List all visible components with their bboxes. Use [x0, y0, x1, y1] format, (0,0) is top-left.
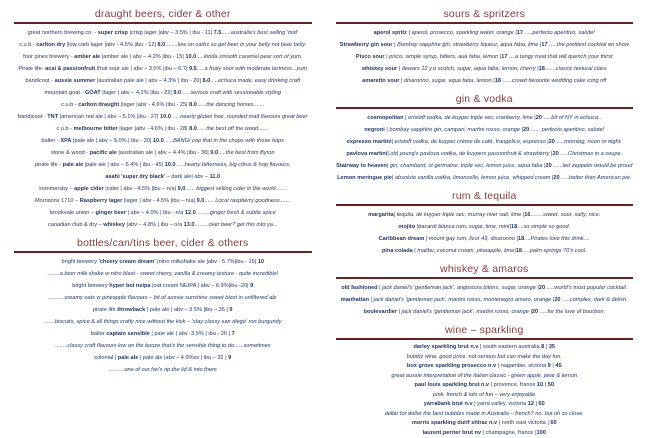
menu-line: yarrabank brut n.v | yarra valley, victoria 12 | 60 [334, 400, 636, 410]
menu-line: pavlova martini| old young's pavlova vodka, de kuypers passionfruit & strawberry |20 .....Christmas in a coupe. [334, 148, 636, 160]
section-title: sours & spritzers [334, 5, 636, 21]
menu-line: cosmopolitan | eristoff vodka, de kuyper triple sec, cranberry, lime |20 .....bit of NY in echuca.. [334, 112, 636, 124]
menu-section [334, 260, 636, 318]
menu-line: mojito |bacardi blanca rum, sugar, lime, mint|18....so simple so good. [334, 221, 636, 233]
menu-line: great northern brewing co. - super crisp |crisp lager |abv – 3.5% | ibu - 11| 7.5......australia's best selling 'mid' [12, 27, 314, 39]
menu-line: box grove sparkling prosecco n.v | nagambie, victoria 9 | 45 [334, 362, 636, 372]
menu-line: bubbly wine. good price. not serious but can make the day fun. [334, 353, 636, 363]
menu-line: balter captain sensible | pale ale | abv -3.5% | ibu - 20 | 7 [12, 328, 314, 340]
menu-line: Caribbean dream | mount gay rum, licor 43, disaronno |18....Pirates love this drink.... [334, 233, 636, 245]
section-title: whiskey & amaros [334, 260, 636, 276]
menu-line: bright brewery hyper boi neipa |oat cream NEIPA | abv – 6.9%|ibu -20| 9 [12, 280, 314, 292]
section-divider [14, 251, 312, 253]
menu-line: asahi 'super dry black' – dark ale| abv – 11.0 [12, 171, 314, 183]
menu-line: aperol spritz | aperol, prosecco, sparkling water, orange |17 .....perfecto aperitivo, salute! [334, 27, 636, 39]
menu-line: pirate life throwback | pale ale | abv – 3.5% |ibu – 35 | 9 [12, 304, 314, 316]
section-divider [14, 22, 312, 24]
menu-line: ..........creamy oats w pineapple flavours – bit of aussie sunshine sweet blast in unfiltered ale [12, 292, 314, 304]
menu-line: great aussie interpretation of the italian classic - green apple, pear & lemon [334, 372, 636, 382]
menu-section [334, 321, 636, 438]
section-divider [336, 107, 634, 109]
section-divider [336, 204, 634, 206]
section-divider [336, 22, 634, 24]
menu-line: bandicoot - TNT |american red ale | abv – 5.1% |ibu - 27| 10.0 .....nearly gluten free, rounded malt flavours great beer [12, 111, 314, 123]
menu-line: Lemon meringue pie| absolute vanilla vodka, limoncello, lemon juice, whipped cream |20 .....better than American pie. [334, 172, 636, 184]
menu-line: sommersby – apple cider |cider | abv - 4.5% |ibu – n/a| 9.0...... biggest selling cider in the world....... [12, 183, 314, 195]
menu-line: pirate life - pale ale |pale ale | abv – 5.4% | ibu - 45| 10.0......hearty bitterness, big citrus & hop flavours. [12, 159, 314, 171]
menu-line: laurent perrier brut nv | champagne, france |100 [334, 429, 636, 438]
menu-line: dollar for dollar the best bubbles made in Australia – french? no. but oh so close. [334, 410, 636, 420]
menu-section [12, 5, 314, 231]
menu-line: ..........one of our fav's rip the lid & into them [12, 364, 314, 376]
menu-line: pina colada | malibu, coconut cream, pineapple, lime|18 ....palm springs 70's cool. [334, 245, 636, 257]
menu-line: mountain goat - GOAT |lager | abv – 4.2% |ibu - 22| 9.0 .....serious craft with sessionable styling [12, 87, 314, 99]
menu-line: darley sparkling brut n.v | south eastern australia 8 | 35 [334, 343, 636, 353]
menu-section [334, 187, 636, 257]
menu-section [334, 90, 636, 184]
menu-line: c.u.b - carlton draught |lager |abv - 4.6% |ibu - 25| 8.0 .....the dancing horses....... [12, 99, 314, 111]
menu-line: Strawberry gin sour | Bombay sapphire gin, strawberry liqueur, aqua faba, lime |17 .....the prettiest cocktail on show [334, 39, 636, 51]
menu-line: Pirate life- acai & passionfruit |fruit sour ale | abv – 3.5% |ibu – 6.7| 9.5.....a fruity sour with moderate tartness...yum [12, 63, 314, 75]
menu-section [12, 234, 314, 376]
section-title: gin & vodka [334, 90, 636, 106]
menu-line: canadian club & dry – whiskey |abv – 4.8% | ibu – n/a 13.0.........over beer? get this into ya... [12, 219, 314, 231]
menu-line: Stairway to heaven| gin, chambord, st germaine, triple sec, lemon juice, aqua faba |20 ......led zeppelin would be proud [334, 160, 636, 172]
menu-line: ........a beer milk shake w nitro blast - sweet cherry, vanilla & creamy texture - quite incredible! [12, 268, 314, 280]
menu-line: morris sparkling durif shiraz n.v | north east victoria | 60 [334, 419, 636, 429]
section-title: draught beers, cider & other [12, 5, 314, 21]
menu-line: old fashioned | jack daniel's 'gentleman jack', angostura bitters, sugar, orange |20 .....world's most popular cocktail. [334, 282, 636, 294]
menu-line: balter - XPA |pale ale | abv – 5.0% | ibu - 30| 10.0......BANG! cop that in the chops with those hops [12, 135, 314, 147]
menu-column-right [324, 5, 646, 400]
menu-line: Pisco sour | pisco, simple syrup, bitters, aua faba, lemon |17 ....a tangy treat that will quench your thirst [334, 51, 636, 63]
section-divider [336, 338, 634, 340]
menu-line: paul louis sparkling brut n.v | provence, france 10 | 50 [334, 381, 636, 391]
section-divider [336, 277, 634, 279]
menu-line: amaretto sour | disaronno, sugar, aqua faba, lemon |18 ......crowd favourite wedding cake icing riff [334, 75, 636, 87]
menu-section [334, 5, 636, 87]
menu-line: c.u.b - carlton dry |low carb lager |abv - 4.5% |ibu - 12| 8.0........low on carbs so get beer in your belly not beer belly. [12, 39, 314, 51]
menu-line: negroni | bombay sapphire gin, campari, martini rosso, orange |20....... perfecto aperitivo, salute! [334, 124, 636, 136]
menu-line: margarita| tequila, de kuyper triple sec, murray river salt, lime |16........sweet, sour, salty, nice. [334, 209, 636, 221]
menu-line: expresso martini| eristoff vodka, de kuyper crème de café, frangelico, espresso |20 .....morning, noon or night. [334, 136, 636, 148]
menu-line: stone & wood - pacific ale |australian ale | abv – 4.4% |ibu - 30| 9.0.....the best from Byron [12, 147, 314, 159]
menu-line: brookvale union – ginger beer | abv – 4.0% | ibu - n/a 12.0.........ginger fresh & subtle spice [12, 207, 314, 219]
menu-line: bandicoot - aussie summer |australian pale ale | abv – 4.3% | ibu - 20| 8.0.....echuca made, easy drinking craft [12, 75, 314, 87]
section-title: bottles/can/tins beer, cider & others [12, 234, 314, 250]
menu-line: Morrisons 1710 – Raspberry lager |lager | abv - 4.5% |ibu – n/a| 9.0...... Local raspberry goodness....... [12, 195, 314, 207]
menu-column-left [2, 5, 324, 400]
menu-line: colonial | pale ale | pale ale |abv – 4.9%xx | ibu – 32 | 9 [12, 352, 314, 364]
menu-line: four pines brewery - amber ale |amber ale | abv – 4.2% |ibu - 15| 10.0.....kinda smooth caramel pear sort of yum. [12, 51, 314, 63]
menu-line: manhattan | jack daniel's 'gentleman jack', martini rosso, montenegro amaro, orange |20 .....complex, dark & delish. [334, 294, 636, 306]
menu-line: boulevardier | jack daniel's 'gentleman jack', martini rosso, orange |20 .....for the love of bourbon. [334, 306, 636, 318]
menu-line: .......biscuits, spice & all things crafty nice without the kick – 'stay classy san diego' ron burgundy [12, 316, 314, 328]
menu-line: pink, french & lots of fun – very enjoyable [334, 391, 636, 401]
menu-line: whiskey sour | dewars 12 y.o scotch, sugar, aqua faba, lemon, cherry |18.......classic textural class [334, 63, 636, 75]
section-title: wine – sparkling [334, 321, 636, 337]
menu-line: c.u.b - melbourne bitter |lager |abv - 4.6% | ibu - 28| 8.0..... the best off the wood....... [12, 123, 314, 135]
menu-line: bright brewery 'cheery cream dream' |nitro milkshake ale |abv - 5.7%|ibu - 15| 10 [12, 256, 314, 268]
menu-line: ........classy craft flavours low on the booze that's the sensible thing to do......sometimes [12, 340, 314, 352]
section-title: rum & tequila [334, 187, 636, 203]
